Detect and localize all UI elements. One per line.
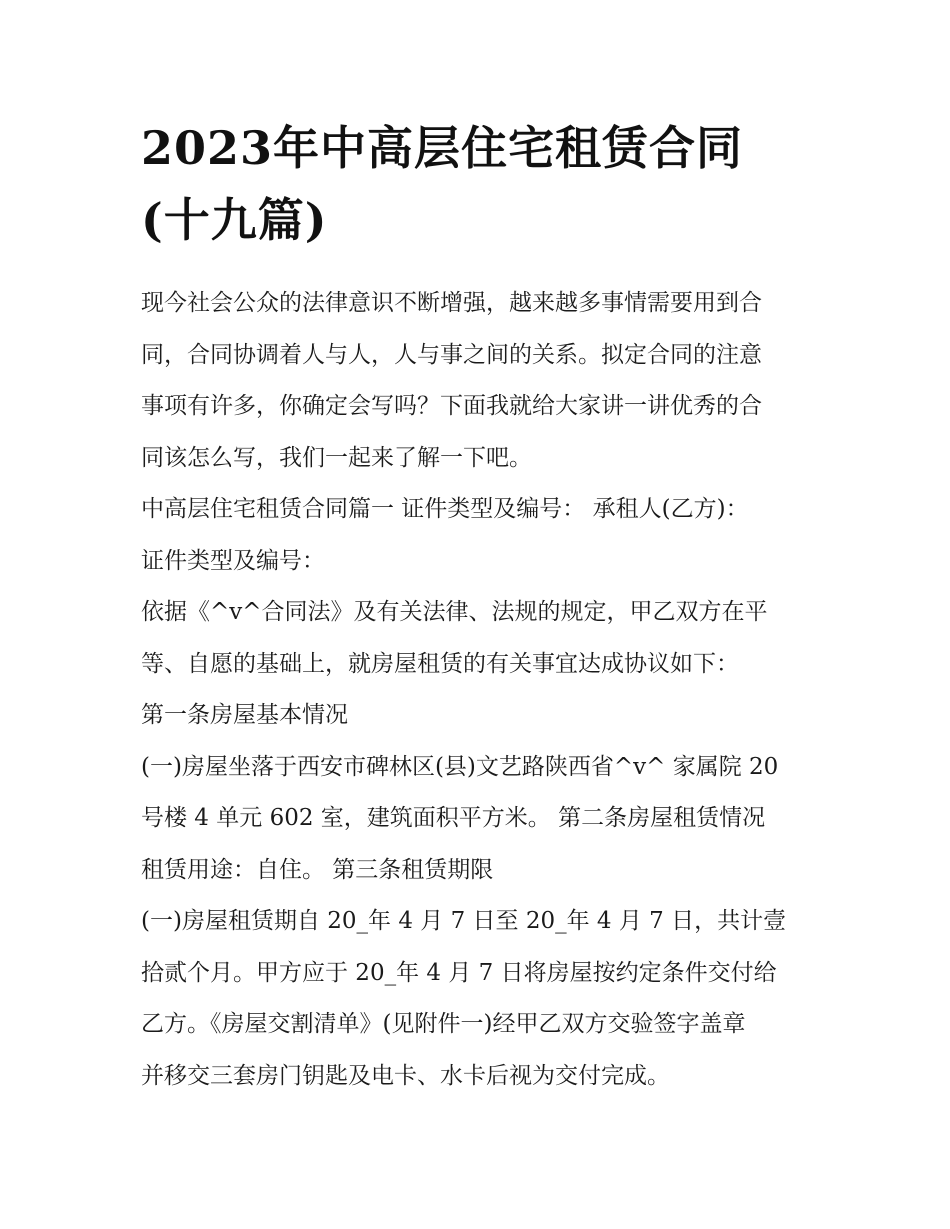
text-line: (一)房屋坐落于西安市碑林区(县)文艺路陕西省^v^ 家属院 20 <box>141 753 779 780</box>
title-line: (十九篇) <box>141 193 328 247</box>
text-line: 并移交三套房门钥匙及电卡、水卡后视为交付完成。 <box>141 1062 670 1089</box>
document-title <box>141 112 821 256</box>
paragraph-property <box>141 742 821 897</box>
article-heading <box>141 690 821 742</box>
text-line: 拾贰个月。甲方应于 20_年 4 月 7 日将房屋按约定条件交付给 <box>141 959 777 986</box>
text-line: 第一条房屋基本情况 <box>141 702 348 728</box>
text-line: 等、自愿的基础上，就房屋租赁的有关事宜达成协议如下： <box>141 650 739 677</box>
paragraph-basis <box>141 587 821 690</box>
text-line: 现今社会公众的法律意识不断增强，越来越多事情需要用到合 <box>141 290 762 316</box>
document-body <box>141 278 821 1102</box>
paragraph-parties <box>141 484 821 587</box>
text-line: 同，合同协调着人与人，人与事之间的关系。拟定合同的注意 <box>141 341 762 368</box>
text-line: 中高层住宅租赁合同篇一 证件类型及编号： 承租人(乙方)： <box>141 496 749 522</box>
paragraph-term <box>141 896 821 1102</box>
paragraph-intro <box>141 278 821 484</box>
text-line: 乙方。《房屋交割清单》(见附件一)经甲乙双方交验签字盖章 <box>141 1011 746 1037</box>
text-line: 事项有许多，你确定会写吗？下面我就给大家讲一讲优秀的合 <box>141 393 762 419</box>
text-line: 号楼 4 单元 602 室，建筑面积平方米。 第二条房屋租赁情况 <box>141 805 766 831</box>
title-line: 2023年中高层住宅租赁合同 <box>141 121 744 175</box>
text-line: 租赁用途：自住。 第三条租赁期限 <box>141 856 494 883</box>
text-line: 依据《^v^合同法》及有关法律、法规的规定，甲乙双方在平 <box>141 599 768 625</box>
text-line: 证件类型及编号： <box>141 547 325 574</box>
text-line: (一)房屋租赁期自 20_年 4 月 7 日至 20_年 4 月 7 日，共计壹 <box>141 908 787 934</box>
text-line: 同该怎么写，我们一起来了解一下吧。 <box>141 444 532 471</box>
